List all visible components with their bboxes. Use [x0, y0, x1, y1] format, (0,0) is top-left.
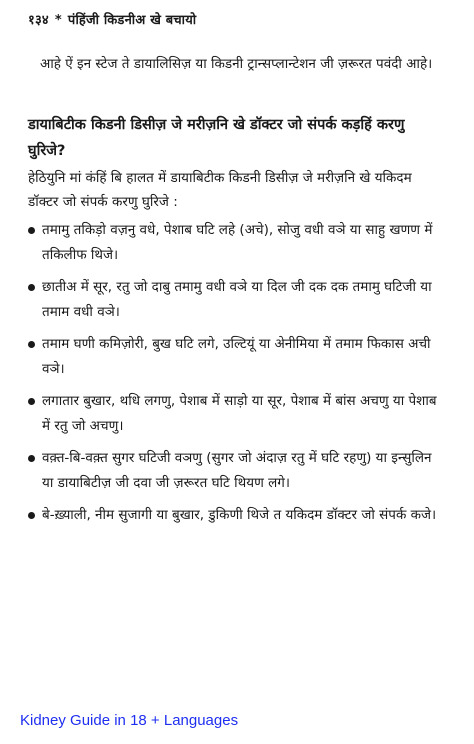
intro-paragraph: आहे ऐं इन स्टेज ते डायालिसिज़ या किडनी ट्रान्सप्लान्टेशन जी ज़रूरत पवंदी आहे।: [40, 56, 433, 72]
list-item-text: छातीअ में सूर, रतु जो दाबु तमामु वधी वञे या दिल जी दक दक तमामु घटिजी या तमाम वधी वञे।: [42, 279, 432, 320]
lead-paragraph: हेठियुनि मां कंहिं बि हालत में डायाबिटीक किडनी डिसीज़ जे मरीज़नि खे यकिदम डॉक्टर जो संपर्क करणु घुरिजे :: [28, 170, 412, 210]
bullet-icon: [28, 284, 35, 291]
page-number: १३४: [28, 13, 49, 28]
section-heading: डायाबिटीक किडनी डिसीज़ जे मरीज़नि खे डॉक्टर जो संपर्क कड़हिं करणु घुरिजे?: [28, 117, 405, 159]
bullet-icon: [28, 398, 35, 405]
footer-link[interactable]: Kidney Guide in 18 + Languages: [20, 712, 239, 729]
bullet-icon: [28, 341, 35, 348]
chapter-title: पंहिंजी किडनीअ खे बचायो: [67, 13, 197, 28]
list-item: [28, 503, 446, 528]
bullet-icon: [28, 512, 35, 519]
list-item: [28, 218, 446, 268]
symptom-list: [28, 218, 446, 535]
list-item: [28, 446, 446, 496]
header-separator: *: [54, 13, 62, 28]
bullet-icon: [28, 455, 35, 462]
list-item-text: तमामु तकिड़ो वज़नु वधे, पेशाब घटि लहे (अचे), सोजु वधी वञे या साहु खणण में तकिलीफ थिजे।: [42, 222, 433, 263]
list-item-text: लगातार बुखार, थधि लगणु, पेशाब में साड़ो या सूर, पेशाब में बांस अचणु या पेशाब में रतु जो अचणु।: [42, 393, 437, 434]
list-item: [28, 275, 446, 325]
list-item-text: तमाम घणी कमिज़ोरी, बुख घटि लगे, उल्टियूं या अेनीमिया में तमाम फिकास अची वञे।: [42, 336, 431, 377]
list-item-text: बे-ख़्याली, नीम सुजागी या बुखार, डुकिणी थिजे त यकिदम डॉक्टर जो संपर्क कजे।: [42, 507, 437, 523]
list-item-text: वक़्त-बि-वक़्त सुगर घटिजी वञणु (सुगर जो अंदाज़ रतु में घटि रहणु) या इन्सुलिन या डायाबिटीज़ जी दवा जी ज़रूरत घटि थियण लगे।: [42, 450, 432, 491]
bullet-icon: [28, 227, 35, 234]
list-item: [28, 389, 446, 439]
running-header: [28, 10, 196, 28]
list-item: [28, 332, 446, 382]
